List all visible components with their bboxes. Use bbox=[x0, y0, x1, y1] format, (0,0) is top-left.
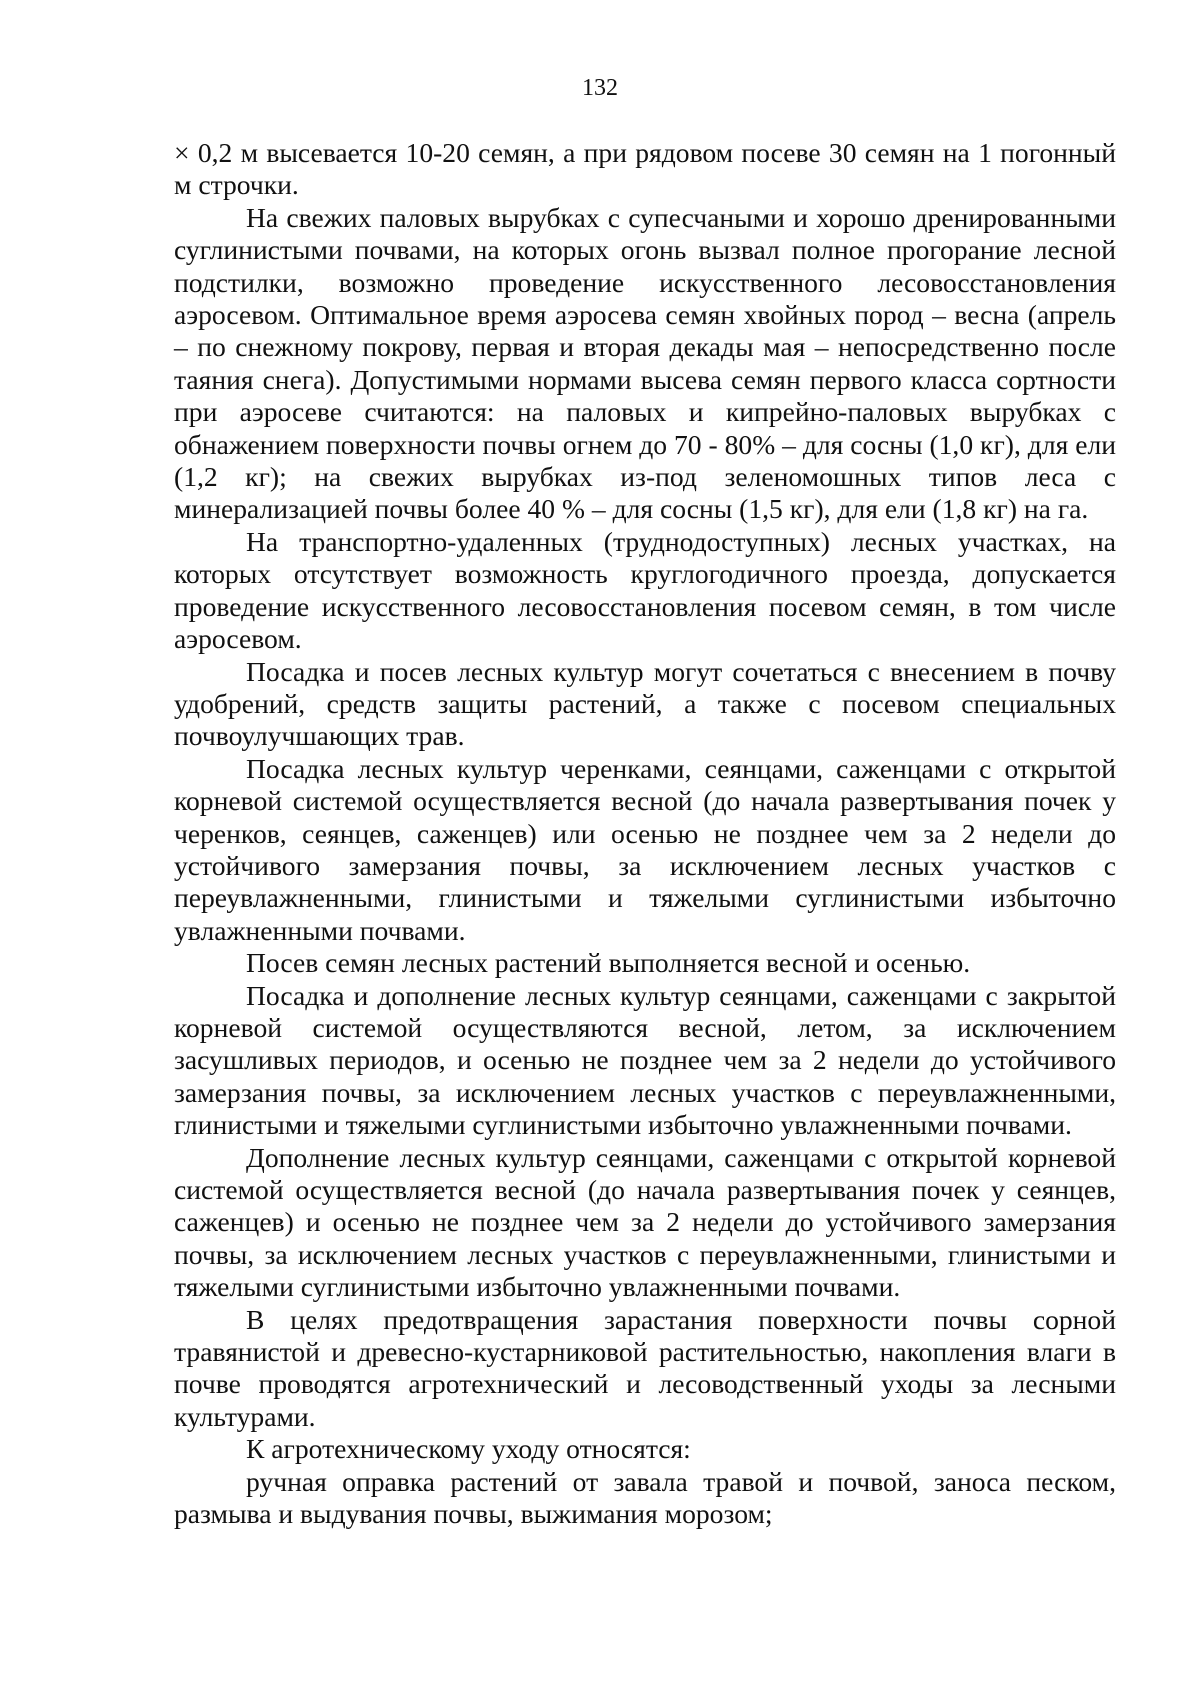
paragraph-remote-areas: На транспортно-удаленных (труднодоступных) лесных участках, на которых отсутствует возможность круглогодичного проезда, допускается проведение искусственного лесовосстановления посевом семян, в том числе аэросевом. bbox=[174, 525, 1116, 655]
paragraph-closed-root-planting: Посадка и дополнение лесных культур сеянцами, саженцами с закрытой корневой системой осуществляются весной, летом, за исключением засушливых периодов, и осенью не позднее чем за 2 недели до устойчивого замерзания почвы, за исключением лесных участков с переувлажненными, глинистыми и тяжелыми суглинистыми избыточно увлажненными почвами. bbox=[174, 979, 1116, 1141]
paragraph-fertilizers: Посадка и посев лесных культур могут сочетаться с внесением в почву удобрений, средств защиты растений, а также с посевом специальных почвоулучшающих трав. bbox=[174, 655, 1116, 752]
paragraph-care-purpose: В целях предотвращения зарастания поверхности почвы сорной травянистой и древесно-кустарниковой растительностью, накопления влаги в почве проводятся агротехнический и лесоводственный уходы за лесными культурами. bbox=[174, 1303, 1116, 1432]
paragraph-agrotechnical-care: К агротехническому уходу относятся: bbox=[246, 1433, 691, 1465]
paragraph-continuation: × 0,2 м высевается 10-20 семян, а при рядовом посеве 30 семян на 1 погонный м строчки. bbox=[174, 137, 1116, 201]
paragraph-open-root-planting: Посадка лесных культур черенками, сеянцами, саженцами с открытой корневой системой осуществляется весной (до начала развертывания почек у черенков, сеянцев, саженцев) или осенью не позднее чем за 2 недели до устойчивого замерзания почвы, за исключением лесных участков с переувлажненными, глинистыми и тяжелыми суглинистыми избыточно увлажненными почвами. bbox=[174, 752, 1116, 946]
paragraph-aerial-seeding: На свежих паловых вырубках с супесчаными и хорошо дренированными суглинистыми почвами, на которых огонь вызвал полное прогорание лесной подстилки, возможно проведение искусственного лесовосстановления аэросевом. Оптимальное время аэросева семян хвойных пород – весна (апрель – по снежному покрову, первая и вторая декады мая – непосредственно после таяния снега). Допустимыми нормами высева семян первого класса сортности при аэросеве считаются: на паловых и кипрейно-паловых вырубках с обнажением поверхности почвы огнем до 70 - 80% – для сосны (1,0 кг), для ели (1,2 кг); на свежих вырубках из-под зеленомошных типов леса с минерализацией почвы более 40 % – для сосны (1,5 кг), для ели (1,8 кг) на га. bbox=[174, 201, 1116, 525]
paragraph-manual-straightening: ручная оправка растений от завала травой и почвой, заноса песком, размыва и выдувания почвы, выжимания морозом; bbox=[174, 1465, 1116, 1530]
paragraph-seed-sowing: Посев семян лесных растений выполняется весной и осенью. bbox=[246, 947, 971, 979]
page-number: 132 bbox=[582, 75, 618, 101]
document-body bbox=[174, 137, 1116, 1530]
paragraph-open-root-supplement: Дополнение лесных культур сеянцами, саженцами с открытой корневой системой осуществляется весной (до начала развертывания почек у сеянцев, саженцев) и осенью не позднее чем за 2 недели до устойчивого замерзания почвы, за исключением лесных участков с переувлажненными, глинистыми и тяжелыми суглинистыми избыточно увлажненными почвами. bbox=[174, 1141, 1116, 1303]
